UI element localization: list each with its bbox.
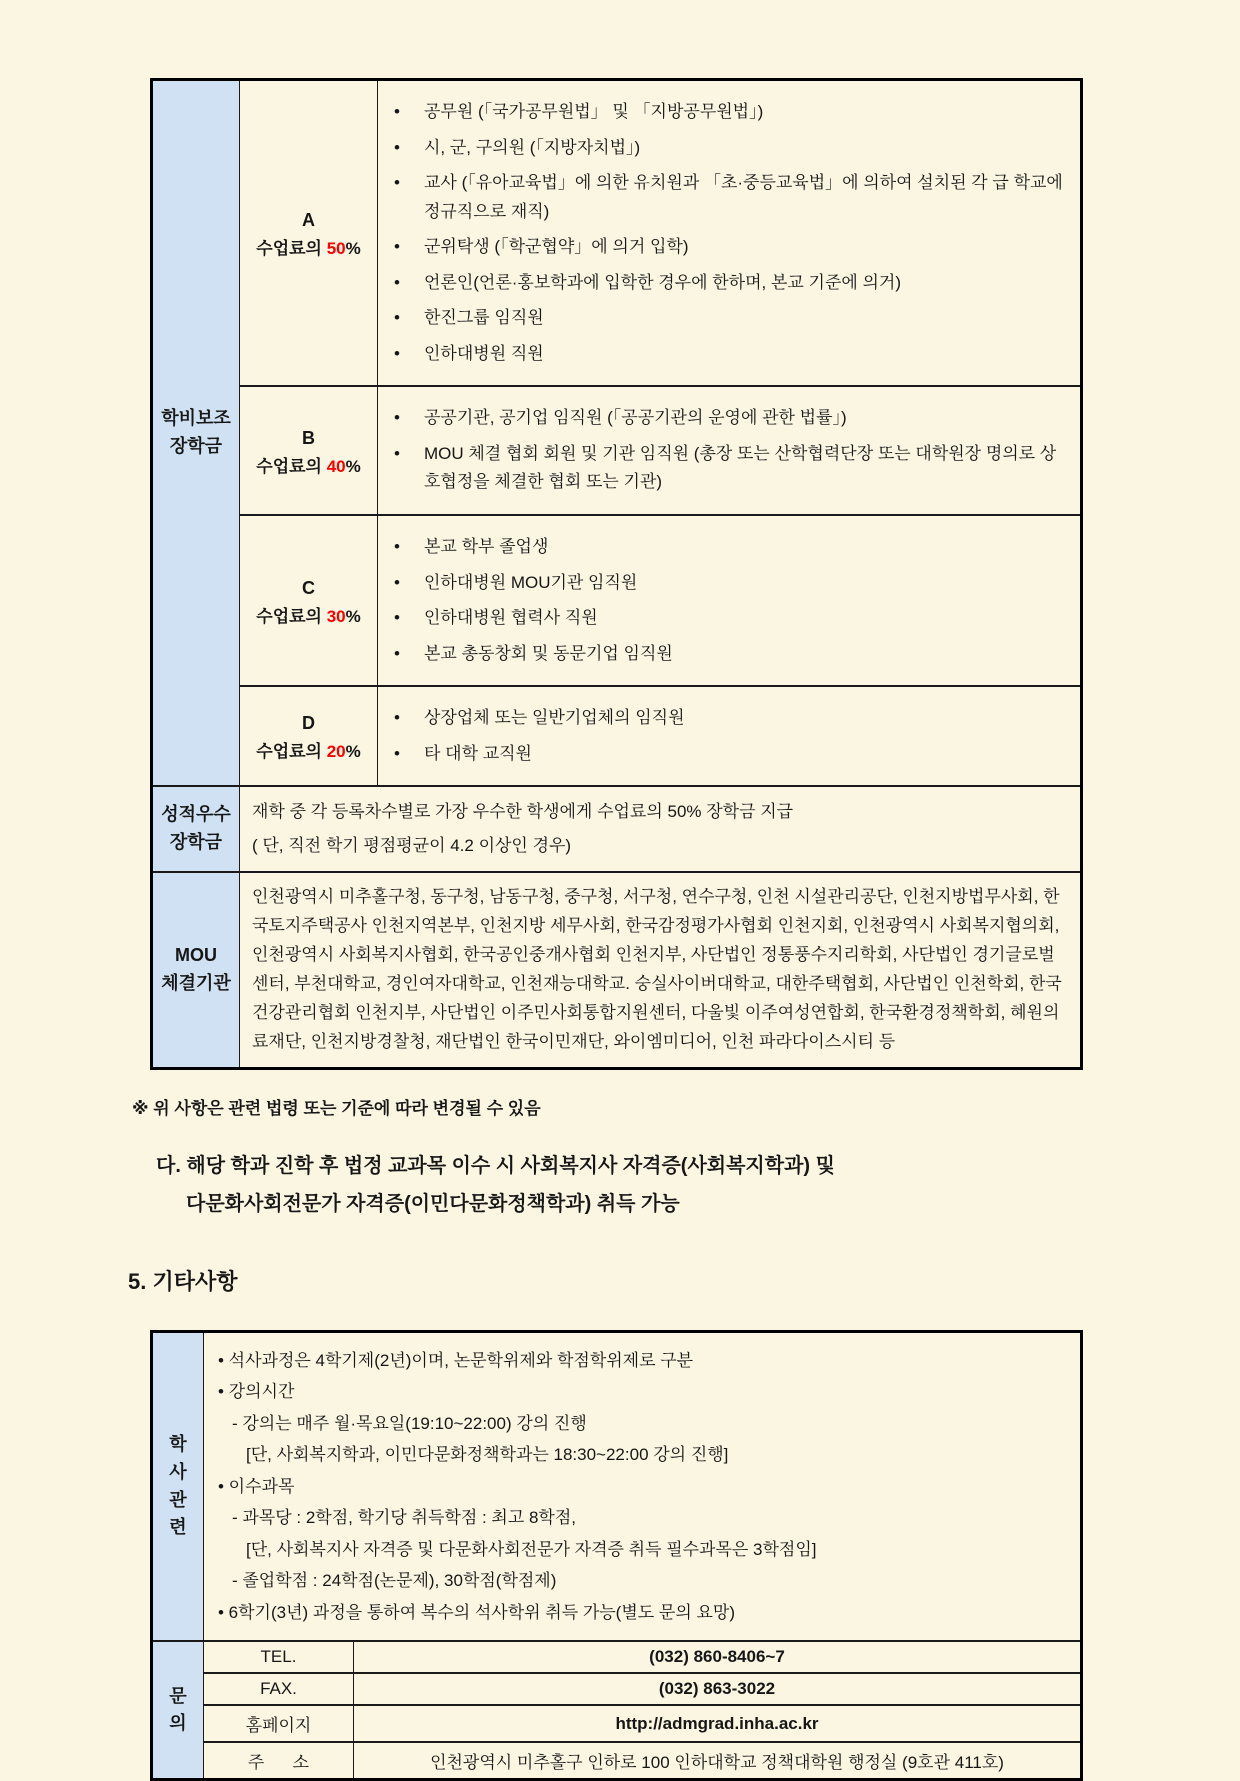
contact-value: http://admgrad.inha.ac.kr xyxy=(354,1705,1082,1742)
academic-info-content xyxy=(204,1331,1082,1641)
tier-benefit-list xyxy=(378,515,1082,686)
merit-scholarship-text xyxy=(240,786,1082,872)
contact-label: FAX. xyxy=(204,1673,354,1705)
academic-info-line: - 강의는 매주 월·목요일(19:10~22:00) 강의 진행 xyxy=(232,1413,587,1433)
tier-rate: 수업료의 50% xyxy=(256,239,361,259)
tuition-aid-group-label xyxy=(152,80,240,787)
tier-rate: 수업료의 30% xyxy=(256,606,361,626)
contact-row xyxy=(152,1641,1082,1673)
misc-info-table xyxy=(150,1330,1083,1781)
tier-grade: B xyxy=(302,427,315,448)
mou-institutions-text: 인천광역시 미추홀구청, 동구청, 남동구청, 중구청, 서구청, 연수구청, 인천 시설관리공단, 인천지방법무사회, 한국토지주택공사 인천지역본부, 인천지방 세무사회, 한국감정평가사협회 인천지회, 인천광역시 사회복지협의회, 인천광역시 사회복지사협회, 한국공인중개사협회 인천지부, 사단법인 정통풍수지리학회, 사단법인 경기글로벌센터, 부천대학교, 경인여자대학교, 인천재능대학교. 숭실사이버대학교, 대한주택협회, 사단법인 인천학회, 한국건강관리협회 인천지부, 사단법인 이주민사회통합지원센터, 다울빛 이주여성연합회, 한국환경정책학회, 혜원의료재단, 인천지방경찰청, 재단법인 한국이민재단, 와이엠미디어, 인천 파라다이스시티 등 xyxy=(240,872,1082,1068)
merit-scholarship-label xyxy=(152,786,240,872)
contact-group-label: 문 의 xyxy=(152,1641,204,1780)
mou-institutions-row xyxy=(152,872,1082,1068)
tier-benefit-item: • 한진그룹 임직원 xyxy=(378,304,1070,333)
academic-info-line: - 졸업학점 : 24학점(논문제), 30학점(학점제) xyxy=(232,1571,557,1591)
academic-info-line: • 이수과목 xyxy=(218,1476,295,1496)
tier-rate-value: 30 xyxy=(326,606,346,626)
certificate-line1: 다. 해당 학과 진학 후 법정 교과목 이수 시 사회복지사 자격증(사회복지학과) 및 xyxy=(156,1154,835,1177)
contact-row xyxy=(152,1705,1082,1742)
mou-institutions-label xyxy=(152,872,240,1068)
scholarship-table xyxy=(150,78,1083,1070)
tier-benefit-item: • 상장업체 또는 일반기업체의 임직원 xyxy=(378,704,1070,733)
tier-grade-cell xyxy=(240,80,378,387)
tier-grade-cell xyxy=(240,686,378,786)
academic-info-line: [단, 사회복지학과, 이민다문화정책학과는 18:30~22:00 강의 진행] xyxy=(246,1445,729,1465)
certificate-line2: 다문화사회전문가 자격증(이민다문화정책학과) 취득 가능 xyxy=(186,1192,680,1215)
contact-label: TEL. xyxy=(204,1641,354,1673)
certificate-note xyxy=(156,1147,1085,1223)
academic-info-line: • 6학기(3년) 과정을 통하여 복수의 석사학위 취득 가능(별도 문의 요망) xyxy=(218,1602,735,1622)
academic-info-label: 학 사 관 련 xyxy=(152,1331,204,1641)
tier-grade: C xyxy=(302,577,315,598)
section-heading-etc: 5. 기타사항 xyxy=(128,1268,238,1294)
contact-row xyxy=(152,1673,1082,1705)
tier-benefit-item: • MOU 체결 협회 회원 및 기관 임직원 (총장 또는 산학협력단장 또는 대학원장 명의로 상호협정을 체결한 협회 또는 기관) xyxy=(378,440,1070,497)
merit-label-line1: 성적우수 xyxy=(161,804,231,825)
tier-benefit-item: • 본교 총동창회 및 동문기업 임직원 xyxy=(378,640,1070,669)
mou-label-line2: 체결기관 xyxy=(161,972,231,993)
tier-benefit-item: • 공공기관, 공기업 임직원 (「공공기관의 운영에 관한 법률」) xyxy=(378,404,1070,433)
tier-benefit-item: • 인하대병원 협력사 직원 xyxy=(378,604,1070,633)
tier-row-D xyxy=(152,686,1082,786)
tier-benefit-item: • 인하대병원 직원 xyxy=(378,340,1070,369)
tier-rate-value: 40 xyxy=(326,456,346,476)
tier-rate-value: 50 xyxy=(326,239,346,259)
tier-rate: 수업료의 40% xyxy=(256,456,361,476)
academic-info-line: [단, 사회복지사 자격증 및 다문화사회전문가 자격증 취득 필수과목은 3학점임] xyxy=(246,1539,817,1559)
contact-label: 홈페이지 xyxy=(204,1705,354,1742)
tier-benefit-list xyxy=(378,386,1082,515)
tier-row-A xyxy=(152,80,1082,387)
tier-row-C xyxy=(152,515,1082,686)
tier-benefit-list xyxy=(378,80,1082,387)
tier-benefit-item: • 타 대학 교직원 xyxy=(378,740,1070,769)
tier-benefit-item: • 시, 군, 구의원 (「지방자치법」) xyxy=(378,134,1070,163)
tier-benefit-item: • 언론인(언론·홍보학과에 입학한 경우에 한하며, 본교 기준에 의거) xyxy=(378,269,1070,298)
change-notice: ※ 위 사항은 관련 법령 또는 기준에 따라 변경될 수 있음 xyxy=(132,1098,541,1118)
contact-label: 주 소 xyxy=(204,1742,354,1780)
tier-benefit-item: • 본교 학부 졸업생 xyxy=(378,533,1070,562)
tier-rate: 수업료의 20% xyxy=(256,742,361,762)
mou-label-line1: MOU xyxy=(175,945,217,966)
contact-value: (032) 863-3022 xyxy=(354,1673,1082,1705)
academic-info-row xyxy=(152,1331,1082,1641)
tier-grade-cell xyxy=(240,515,378,686)
tier-grade: A xyxy=(302,210,315,231)
merit-text-line2: ( 단, 직전 학기 평점평균이 4.2 이상인 경우) xyxy=(252,836,572,856)
academic-info-line: - 과목당 : 2학점, 학기당 취득학점 : 최고 8학점, xyxy=(232,1508,576,1528)
merit-label-line2: 장학금 xyxy=(169,832,223,853)
contact-row xyxy=(152,1742,1082,1780)
group-label-line: 학비보조 xyxy=(161,408,231,429)
academic-info-line: • 강의시간 xyxy=(218,1382,295,1402)
tier-row-B xyxy=(152,386,1082,515)
merit-scholarship-row xyxy=(152,786,1082,872)
group-label-line: 장학금 xyxy=(169,436,223,457)
contact-value: (032) 860-8406~7 xyxy=(354,1641,1082,1673)
merit-text-line1: 재학 중 각 등록차수별로 가장 우수한 학생에게 수업료의 50% 장학금 지급 xyxy=(252,802,794,822)
academic-info-line: • 석사과정은 4학기제(2년)이며, 논문학위제와 학점학위제로 구분 xyxy=(218,1350,694,1370)
tier-grade-cell xyxy=(240,386,378,515)
tier-benefit-item: • 인하대병원 MOU기관 임직원 xyxy=(378,569,1070,598)
tier-rate-value: 20 xyxy=(326,742,346,762)
tier-benefit-item: • 군위탁생 (「학군협약」에 의거 입학) xyxy=(378,233,1070,262)
tier-grade: D xyxy=(302,713,315,734)
tier-benefit-list xyxy=(378,686,1082,786)
tier-benefit-item: • 공무원 (「국가공무원법」 및 「지방공무원법」) xyxy=(378,98,1070,127)
tier-benefit-item: • 교사 (「유아교육법」에 의한 유치원과 「초·중등교육법」에 의하여 설치된 각 급 학교에 정규직으로 재직) xyxy=(378,169,1070,226)
contact-value: 인천광역시 미추홀구 인하로 100 인하대학교 정책대학원 행정실 (9호관 411호) xyxy=(354,1742,1082,1780)
